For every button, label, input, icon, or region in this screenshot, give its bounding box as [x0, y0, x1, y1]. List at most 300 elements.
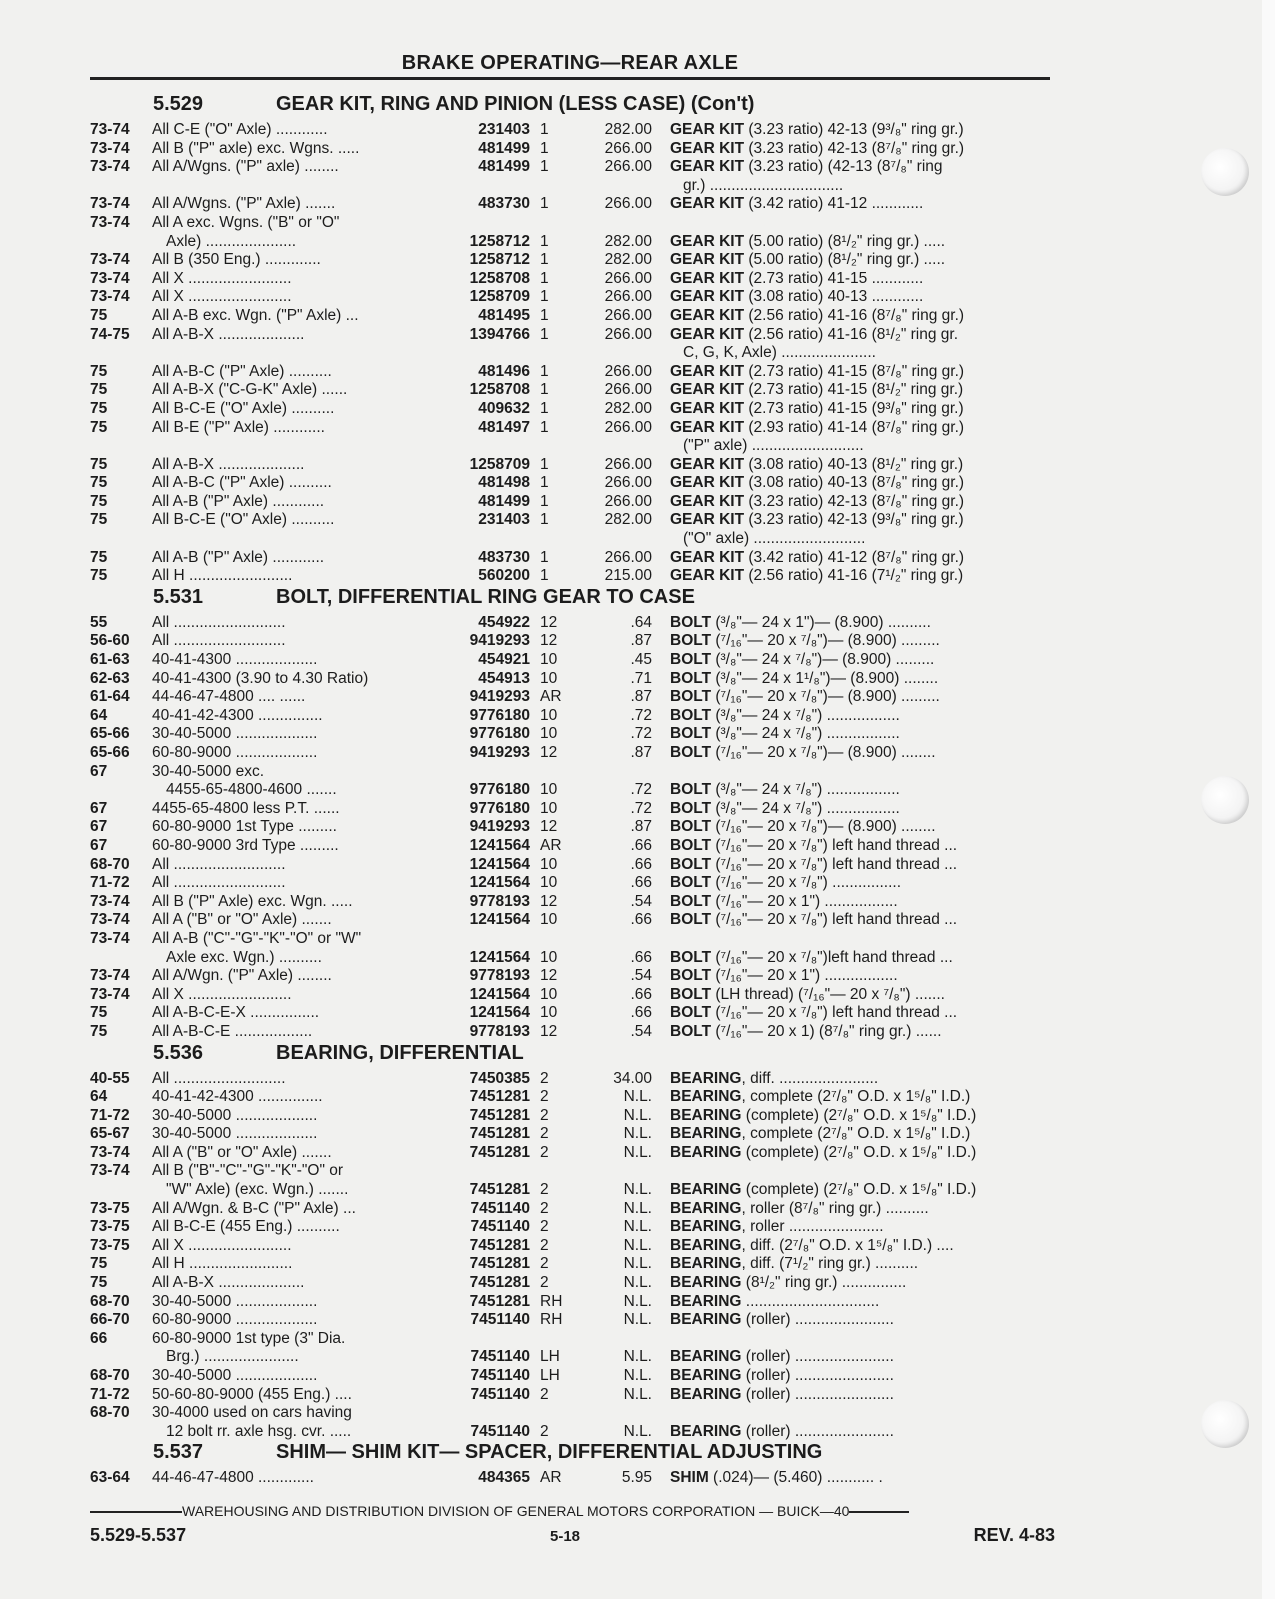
application: All A ("B" or "O" Axle) .......: [152, 911, 332, 929]
quantity: 12: [540, 632, 558, 650]
description: [670, 1311, 1055, 1330]
application: All ..........................: [152, 874, 286, 892]
year-range: 67: [90, 799, 108, 817]
part-number: 7451281: [469, 1125, 530, 1143]
application: 12 bolt rr. axle hsg. cvr. .....: [166, 1422, 352, 1440]
price: .72: [630, 706, 652, 724]
part-type: BEARING: [670, 1274, 742, 1292]
description: [670, 1423, 1055, 1442]
table-row: [90, 344, 1055, 363]
binder-hole-icon: [1201, 148, 1249, 196]
year-range: 68-70: [90, 1367, 130, 1384]
part-type: BOLT: [670, 855, 712, 873]
part-type: GEAR KIT: [670, 474, 745, 492]
section-number: 5.531: [153, 585, 204, 608]
quantity: 10: [540, 985, 558, 1003]
description: [670, 381, 1055, 400]
description-detail: (⁷/₁₆"— 20 x ⁷/₈") left hand thread ...: [711, 836, 958, 854]
part-number: 454921: [478, 651, 530, 669]
description: [670, 614, 1055, 633]
part-number: 7451281: [469, 1106, 530, 1124]
quantity: 1: [540, 399, 549, 417]
part-number: 481497: [478, 418, 530, 436]
description: [670, 1348, 1055, 1367]
price: .87: [630, 744, 652, 761]
application: 44-46-47-4800 .... ......: [152, 688, 306, 706]
price: 266.00: [604, 362, 652, 380]
table-row: [90, 1218, 1055, 1237]
part-number: 481498: [478, 474, 530, 492]
part-type: BEARING: [670, 1143, 742, 1161]
description-detail: (³/₈"— 24 x ⁷/₈") .................: [711, 799, 900, 817]
table-row: [90, 800, 1055, 819]
price: 266.00: [604, 492, 652, 510]
price: N.L.: [623, 1218, 652, 1236]
quantity: RH: [540, 1311, 563, 1329]
year-range: 74-75: [90, 325, 130, 343]
part-type: BOLT: [670, 1004, 712, 1022]
part-number: 1241564: [469, 948, 530, 966]
quantity: 1: [540, 232, 549, 250]
description-detail: (3.08 ratio) 40-13 (8¹/₂" ring gr.): [744, 455, 964, 473]
year-range: 73-74: [90, 288, 130, 306]
table-row: [90, 419, 1055, 438]
application: All B-E ("P" Axle) ............: [152, 418, 325, 436]
table-row: [90, 1367, 1055, 1386]
page-edge: [1262, 0, 1275, 1599]
year-range: 73-74: [90, 269, 130, 287]
year-range: 64: [90, 706, 108, 724]
description: [670, 670, 1055, 689]
part-type: BEARING: [670, 1255, 742, 1273]
application: 60-80-9000 1st type (3" Dia.: [152, 1329, 346, 1347]
part-type: BOLT: [670, 818, 712, 836]
quantity: 10: [540, 874, 558, 892]
table-row: [90, 1255, 1055, 1274]
application: 44-46-47-4800 .............: [152, 1469, 314, 1487]
application: 40-41-42-4300 ...............: [152, 706, 323, 724]
description-detail: (⁷/₁₆"— 20 x ⁷/₈")— (8.900) .........: [711, 632, 940, 650]
year-range: 66: [90, 1329, 108, 1347]
application: "W" Axle) (exc. Wgn.) .......: [166, 1181, 349, 1199]
description-detail: (³/₈"— 24 x 1")— (8.900) ..........: [711, 613, 931, 631]
application: All A-B ("P" Axle) ............: [152, 548, 325, 566]
part-number: 9419293: [469, 744, 530, 761]
page-number: 5-18: [549, 1528, 581, 1545]
year-range: 62-63: [90, 669, 130, 687]
quantity: 2: [540, 1274, 549, 1292]
description-detail: (⁷/₁₆"— 20 x ⁷/₈") left hand thread ...: [711, 855, 958, 873]
section-number: 5.529: [153, 93, 204, 115]
description: [670, 818, 1055, 837]
year-range: 63-64: [90, 1469, 130, 1487]
quantity: 12: [540, 1022, 558, 1040]
application: All A-B-X ....................: [152, 325, 305, 343]
part-number: 231403: [478, 121, 530, 138]
quantity: 10: [540, 669, 558, 687]
description-detail: (complete) (2⁷/₈" O.D. x 1⁵/₈" I.D.): [741, 1143, 977, 1161]
description: [670, 986, 1055, 1005]
year-range: 40-55: [90, 1069, 130, 1087]
quantity: 10: [540, 799, 558, 817]
description: [670, 400, 1055, 419]
price: 266.00: [604, 269, 652, 287]
price: .66: [630, 985, 652, 1003]
description: [670, 140, 1055, 159]
table-row: [90, 651, 1055, 670]
part-type: BOLT: [670, 613, 712, 631]
description: [670, 474, 1055, 493]
year-range: 66-70: [90, 1311, 130, 1329]
application: All B-C-E (455 Eng.) ..........: [152, 1218, 340, 1236]
part-type: BOLT: [670, 985, 712, 1003]
section-title: SHIM— SHIM KIT— SPACER, DIFFERENTIAL ADJUSTING: [276, 1441, 823, 1464]
table-row: [90, 1311, 1055, 1330]
description-detail: (⁷/₁₆"— 20 x 1") .................: [711, 892, 898, 910]
description-detail: , diff. (2⁷/₈" O.D. x 1⁵/₈" I.D.) ....: [741, 1236, 954, 1254]
description: [670, 707, 1055, 726]
year-range: 75: [90, 1274, 108, 1292]
year-range: 73-74: [90, 911, 130, 929]
year-range: 73-74: [90, 1143, 130, 1161]
description: [670, 1200, 1055, 1219]
year-range: 75: [90, 1022, 108, 1040]
price: N.L.: [623, 1292, 652, 1310]
table-row: [90, 1404, 1055, 1423]
year-range: 75: [90, 567, 108, 585]
quantity: 2: [540, 1106, 549, 1124]
application: 30-40-5000 ...................: [152, 1106, 318, 1124]
year-range: 75: [90, 492, 108, 510]
description-detail: (2.93 ratio) 41-14 (8⁷/₈" ring gr.): [744, 418, 965, 436]
price: N.L.: [623, 1143, 652, 1161]
description-detail: (2.73 ratio) 41-15 ............: [744, 269, 924, 287]
quantity: 10: [540, 781, 558, 799]
description-detail: ("P" axle) ..........................: [683, 437, 864, 455]
description: [670, 781, 1055, 800]
year-range: 73-75: [90, 1236, 130, 1254]
part-type: BOLT: [670, 688, 712, 706]
part-number: 1258709: [469, 455, 530, 473]
application: All B ("P" Axle) exc. Wgn. .....: [152, 892, 353, 910]
quantity: 1: [540, 455, 549, 473]
parts-listing: [90, 93, 1055, 1488]
year-range: 75: [90, 511, 108, 529]
table-row: [90, 121, 1055, 140]
table-row: [90, 874, 1055, 893]
price: .54: [630, 892, 652, 910]
table-row: [90, 837, 1055, 856]
description-detail: (3.08 ratio) 40-13 ............: [744, 288, 924, 306]
application: All A-B ("C"-"G"-"K"-"O" or "W": [152, 929, 362, 947]
table-row: [90, 140, 1055, 159]
year-range: 75: [90, 399, 108, 417]
description: [670, 1144, 1055, 1163]
description: [670, 511, 1055, 530]
price: .66: [630, 948, 652, 966]
description-detail: (3.23 ratio) (42-13 (8⁷/₈" ring: [744, 158, 943, 176]
part-type: GEAR KIT: [670, 399, 745, 417]
quantity: 1: [540, 548, 549, 566]
application: All H ........................: [152, 567, 293, 585]
part-number: 9778193: [469, 1022, 530, 1040]
part-type: BEARING: [670, 1236, 742, 1254]
table-row: [90, 1107, 1055, 1126]
description: [670, 632, 1055, 651]
price: N.L.: [623, 1311, 652, 1329]
description: [670, 456, 1055, 475]
description-detail: (2.56 ratio) 41-16 (8⁷/₈" ring gr.): [744, 306, 965, 324]
price: N.L.: [623, 1255, 652, 1273]
part-type: GEAR KIT: [670, 232, 745, 250]
price: .66: [630, 836, 652, 854]
table-row: [90, 1386, 1055, 1405]
table-row: [90, 400, 1055, 419]
part-number: 9419293: [469, 688, 530, 706]
table-row: [90, 1200, 1055, 1219]
price: N.L.: [623, 1236, 652, 1254]
table-row: [90, 781, 1055, 800]
part-number: 1241564: [469, 985, 530, 1003]
section-number: 5.537: [153, 1441, 204, 1464]
application: All A-B-C-E-X ................: [152, 1004, 320, 1022]
description: [683, 437, 1068, 456]
part-type: BOLT: [670, 706, 712, 724]
description-detail: C, G, K, Axle) ......................: [683, 344, 876, 362]
description-detail: (3.23 ratio) 42-13 (8⁷/₈" ring gr.): [744, 139, 965, 157]
application: 40-41-4300 ...................: [152, 651, 318, 669]
part-type: BEARING: [670, 1422, 742, 1440]
binder-hole-icon: [1201, 1400, 1249, 1448]
part-number: 7451281: [469, 1181, 530, 1199]
application: 50-60-80-9000 (455 Eng.) ....: [152, 1385, 352, 1403]
table-row: [90, 1070, 1055, 1089]
part-number: 481499: [478, 139, 530, 157]
table-row: [90, 856, 1055, 875]
part-type: BEARING: [670, 1181, 742, 1199]
quantity: 2: [540, 1143, 549, 1161]
quantity: 1: [540, 139, 549, 157]
description-detail: (2.73 ratio) 41-15 (8¹/₂" ring gr.): [744, 381, 964, 399]
description: [670, 567, 1055, 586]
table-row: [90, 1088, 1055, 1107]
description: [670, 1367, 1055, 1386]
year-range: 67: [90, 762, 108, 780]
part-type: BOLT: [670, 948, 712, 966]
year-range: 73-74: [90, 121, 130, 138]
application: All A/Wgns. ("P" Axle) .......: [152, 195, 336, 213]
description-detail: (⁷/₁₆"— 20 x ⁷/₈") left hand thread ...: [711, 911, 958, 929]
quantity: 10: [540, 855, 558, 873]
description-detail: , diff. .......................: [741, 1069, 879, 1087]
table-row: [90, 725, 1055, 744]
year-range: 73-74: [90, 1162, 130, 1180]
description: [670, 307, 1055, 326]
part-type: BEARING: [670, 1311, 742, 1329]
part-number: 1258712: [469, 232, 530, 250]
part-type: BOLT: [670, 911, 712, 929]
part-number: 7451140: [470, 1422, 530, 1440]
price: .64: [630, 613, 652, 631]
table-row: [90, 1004, 1055, 1023]
quantity: 10: [540, 1004, 558, 1022]
description: [670, 651, 1055, 670]
part-type: BOLT: [670, 892, 712, 910]
year-range: 75: [90, 1004, 108, 1022]
quantity: 12: [540, 892, 558, 910]
part-number: 483730: [478, 195, 530, 213]
part-type: BEARING: [670, 1218, 742, 1236]
part-number: 1258709: [469, 288, 530, 306]
section-number: 5.536: [153, 1041, 204, 1064]
description: [670, 195, 1055, 214]
description: [670, 949, 1055, 968]
page-title: BRAKE OPERATING—REAR AXLE: [401, 52, 739, 74]
application: 4455-65-4800 less P.T. ......: [152, 799, 340, 817]
description-detail: (⁷/₁₆"— 20 x 1") .................: [711, 967, 898, 985]
price: 266.00: [604, 325, 652, 343]
quantity: 2: [540, 1422, 549, 1440]
price: 282.00: [604, 399, 652, 417]
table-row: [90, 381, 1055, 400]
price: .72: [630, 799, 652, 817]
quantity: RH: [540, 1292, 563, 1310]
part-type: BOLT: [670, 669, 712, 687]
part-number: 7451140: [470, 1348, 530, 1366]
part-type: GEAR KIT: [670, 269, 745, 287]
application: 40-41-4300 (3.90 to 4.30 Ratio): [152, 669, 369, 687]
description-detail: (⁷/₁₆"— 20 x ⁷/₈") left hand thread ...: [711, 1004, 958, 1022]
description-detail: , complete (2⁷/₈" O.D. x 1⁵/₈" I.D.): [741, 1088, 971, 1106]
year-range: 71-72: [90, 874, 130, 892]
part-type: GEAR KIT: [670, 288, 745, 306]
application: All B (350 Eng.) .............: [152, 251, 321, 269]
table-row: [90, 1144, 1055, 1163]
year-range: 64: [90, 1088, 108, 1106]
description: [670, 1469, 1055, 1488]
price: N.L.: [623, 1274, 652, 1292]
description-detail: (2.56 ratio) 41-16 (7¹/₂" ring gr.): [744, 567, 964, 585]
application: All X ........................: [152, 1236, 292, 1254]
description: [683, 530, 1068, 549]
quantity: 12: [540, 967, 558, 985]
table-row: [90, 511, 1055, 530]
description: [670, 837, 1055, 856]
part-type: GEAR KIT: [670, 548, 745, 566]
description-detail: (³/₈"— 24 x ⁷/₈") .................: [711, 725, 900, 743]
year-range: 73-74: [90, 892, 130, 910]
part-number: 481495: [478, 306, 530, 324]
description: [670, 326, 1055, 345]
description: [670, 1386, 1055, 1405]
quantity: 1: [540, 306, 549, 324]
application: All B-C-E ("O" Axle) ..........: [152, 511, 335, 529]
quantity: 12: [540, 818, 558, 836]
quantity: 2: [540, 1199, 549, 1217]
price: N.L.: [623, 1422, 652, 1440]
part-number: 7451140: [470, 1199, 530, 1217]
application: 60-80-9000 3rd Type .........: [152, 836, 339, 854]
part-number: 7451281: [469, 1088, 530, 1106]
description-detail: (3.08 ratio) 40-13 (8⁷/₈" ring gr.): [744, 474, 965, 492]
part-number: 9776180: [469, 706, 530, 724]
application: All A-B exc. Wgn. ("P" Axle) ...: [152, 306, 359, 324]
table-row: [90, 632, 1055, 651]
table-row: [90, 670, 1055, 689]
part-type: BOLT: [670, 799, 712, 817]
application: All ..........................: [152, 613, 286, 631]
table-row: [90, 456, 1055, 475]
quantity: 1: [540, 158, 549, 176]
description-detail: (3.42 ratio) 41-12 ............: [744, 195, 924, 213]
part-type: GEAR KIT: [670, 418, 745, 436]
year-range: 65-66: [90, 744, 130, 761]
application: 60-80-9000 1st Type .........: [152, 818, 337, 836]
description-detail: (⁷/₁₆"— 20 x ⁷/₈")left hand thread ...: [711, 948, 953, 966]
part-type: GEAR KIT: [670, 251, 745, 269]
part-number: 231403: [478, 511, 530, 529]
application: Brg.) ......................: [166, 1348, 299, 1366]
quantity: 2: [540, 1385, 549, 1403]
part-type: GEAR KIT: [670, 195, 745, 213]
application: All H ........................: [152, 1255, 293, 1273]
part-number: 9419293: [469, 632, 530, 650]
price: 266.00: [604, 381, 652, 399]
part-number: 7451281: [469, 1292, 530, 1310]
description-detail: (⁷/₁₆"— 20 x 1) (8⁷/₈" ring gr.) ......: [711, 1022, 942, 1040]
year-range: 73-74: [90, 158, 130, 176]
price: .45: [630, 651, 652, 669]
quantity: 2: [540, 1088, 549, 1106]
application: All B ("P" axle) exc. Wgns. .....: [152, 139, 360, 157]
part-type: GEAR KIT: [670, 306, 745, 324]
part-type: BOLT: [670, 651, 712, 669]
part-number: 7451281: [469, 1274, 530, 1292]
section-header: [90, 1441, 1055, 1469]
year-range: 73-74: [90, 929, 130, 947]
price: N.L.: [623, 1125, 652, 1143]
description-detail: , roller (8⁷/₈" ring gr.) ..........: [741, 1199, 929, 1217]
price: .66: [630, 874, 652, 892]
description-detail: (⁷/₁₆"— 20 x ⁷/₈")— (8.900) .........: [711, 688, 940, 706]
part-type: BEARING: [670, 1385, 742, 1403]
description: [670, 688, 1055, 707]
part-number: 7451140: [470, 1367, 530, 1384]
description: [670, 158, 1055, 177]
description-detail: (2.73 ratio) 41-15 (8⁷/₈" ring gr.): [744, 362, 965, 380]
application: All ..........................: [152, 1069, 286, 1087]
part-type: GEAR KIT: [670, 121, 745, 138]
table-row: [90, 1330, 1055, 1349]
description-detail: (2.56 ratio) 41-16 (8¹/₂" ring gr.: [744, 325, 959, 343]
table-row: [90, 986, 1055, 1005]
table-row: [90, 158, 1055, 177]
part-type: BOLT: [670, 836, 712, 854]
description-detail: (8¹/₂" ring gr.) ...............: [741, 1274, 907, 1292]
section-title: GEAR KIT, RING AND PINION (LESS CASE) (Con't): [276, 93, 755, 115]
part-number: 481499: [478, 492, 530, 510]
price: 266.00: [604, 288, 652, 306]
price: .72: [630, 725, 652, 743]
part-number: 483730: [478, 548, 530, 566]
revision-date: REV. 4-83: [973, 1525, 1055, 1545]
part-number: 1241564: [469, 855, 530, 873]
description-detail: , complete (2⁷/₈" O.D. x 1⁵/₈" I.D.): [741, 1125, 971, 1143]
quantity: LH: [540, 1348, 560, 1366]
part-type: GEAR KIT: [670, 511, 745, 529]
description-detail: (³/₈"— 24 x ⁷/₈") .................: [711, 706, 900, 724]
description-detail: (3.23 ratio) 42-13 (9³/₈" ring gr.): [744, 121, 964, 138]
